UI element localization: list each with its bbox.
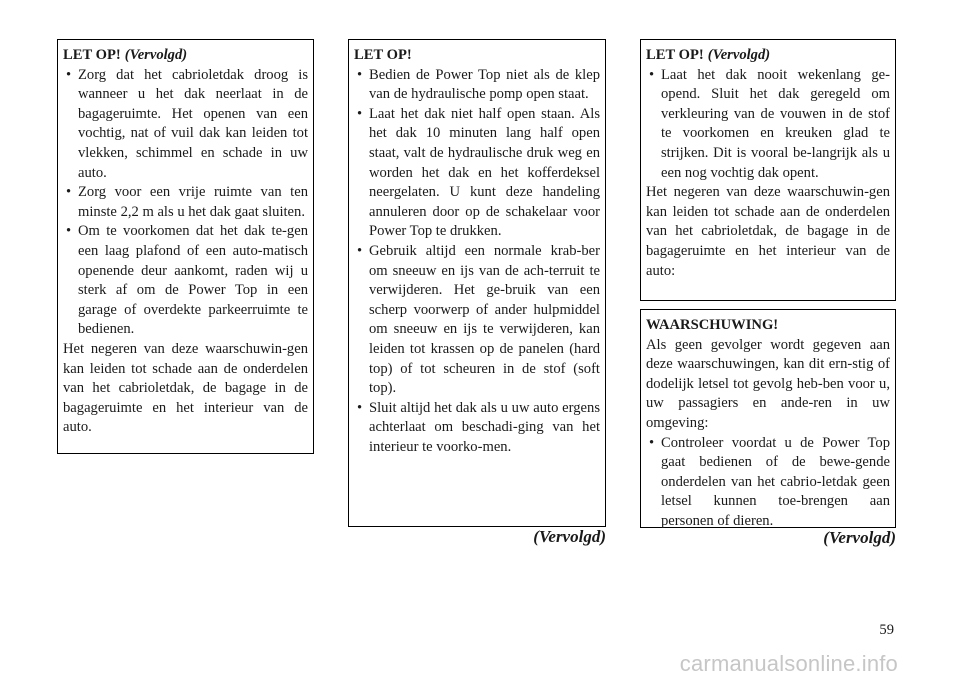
list-item: • Zorg voor een vrije ruimte van ten minste 2,2 m als u het dak gaat sluiten. — [63, 183, 308, 222]
caution-heading — [63, 46, 308, 66]
warning-box — [640, 309, 896, 528]
list-item: • Gebruik altijd een normale krab-ber om sneeuw en ijs van de ach-terruit te verwijderen. Het ge-bruik van een scherp voorwerp of ander hulpmiddel om sneeuw en ijs te verwijderen, kan leiden tot krassen op de panelen (hard top) of tot scheuren in de stof (soft top). — [354, 242, 600, 399]
caution-box-left — [57, 39, 314, 454]
continued-label: (Vervolgd) — [124, 47, 188, 63]
continued-footer: (Vervolgd) — [823, 528, 896, 547]
continued-footer: (Vervolgd) — [533, 527, 606, 546]
caution-list — [354, 66, 600, 458]
list-item: • Sluit altijd het dak als u uw auto ergens achterlaat om beschadi-ging van het interieur te voorko-men. — [354, 399, 600, 458]
caution-list — [63, 66, 308, 340]
list-item: • Zorg dat het cabrioletdak droog is wanneer u het dak neerlaat in de bagageruimte. Het openen van een vochtig, nat of vuil dak kan leiden tot vlekken, schimmel en schade in uw auto. — [63, 66, 308, 184]
list-item: • Bedien de Power Top niet als de klep van de hydraulische pomp open staat. — [354, 66, 600, 105]
list-item: • Controleer voordat u de Power Top gaat bedienen of de bewe-gende onderdelen van het cabrio-letdak geen letsel kunnen toe-brengen aan personen of dieren. — [646, 434, 890, 532]
caution-title: LET OP! — [646, 47, 704, 63]
list-item: • Laat het dak niet half open staan. Als het dak 10 minuten lang half open staat, valt de hydraulische druk weg en worden het dak en het kofferdeksel neergelaten. U kunt deze handeling annuleren door op de schakelaar voor Power Top te drukken. — [354, 105, 600, 242]
caution-box-middle — [348, 39, 606, 527]
caution-title: LET OP! — [63, 47, 121, 63]
caution-list — [646, 66, 890, 184]
watermark-text: carmanualsonline.info — [679, 651, 898, 676]
continued-label: (Vervolgd) — [707, 47, 771, 63]
warning-intro: Als geen gevolger wordt gegeven aan deze waarschuwingen, kan dit ern-stig of dodelijk letsel tot gevolg heb-ben voor u, uw passagiers en ande-ren in uw omgeving: — [646, 336, 890, 431]
page-number: 59 — [879, 622, 894, 638]
caution-box-right-top — [640, 39, 896, 301]
caution-footer: Het negeren van deze waarschuwin-gen kan leiden tot schade aan de onderdelen van het cabrioletdak, de bagage in de bagageruimte en het interieur van de auto: — [646, 184, 890, 279]
warning-heading: WAARSCHUWING! — [646, 317, 779, 333]
caution-heading: LET OP! — [354, 47, 412, 63]
caution-footer: Het negeren van deze waarschuwin-gen kan leiden tot schade aan de onderdelen van het cabrioletdak, de bagage in de bagageruimte en het interieur van de auto. — [63, 340, 308, 436]
list-item: • Laat het dak nooit wekenlang ge-opend. Sluit het dak geregeld om verkleuring van de vouwen in de stof te voorkomen en kreuken glad te strijken. Dit is vooral be-langrijk als u een nog vochtig dak opent. — [646, 66, 890, 184]
caution-heading — [646, 46, 890, 66]
list-item: • Om te voorkomen dat het dak te-gen een laag plafond of een auto-matisch openende deur aankomt, raden wij u sterk af om de Power Top in een garage of overdekte parkeerruimte te bedienen. — [63, 222, 308, 340]
warning-list — [646, 434, 890, 532]
